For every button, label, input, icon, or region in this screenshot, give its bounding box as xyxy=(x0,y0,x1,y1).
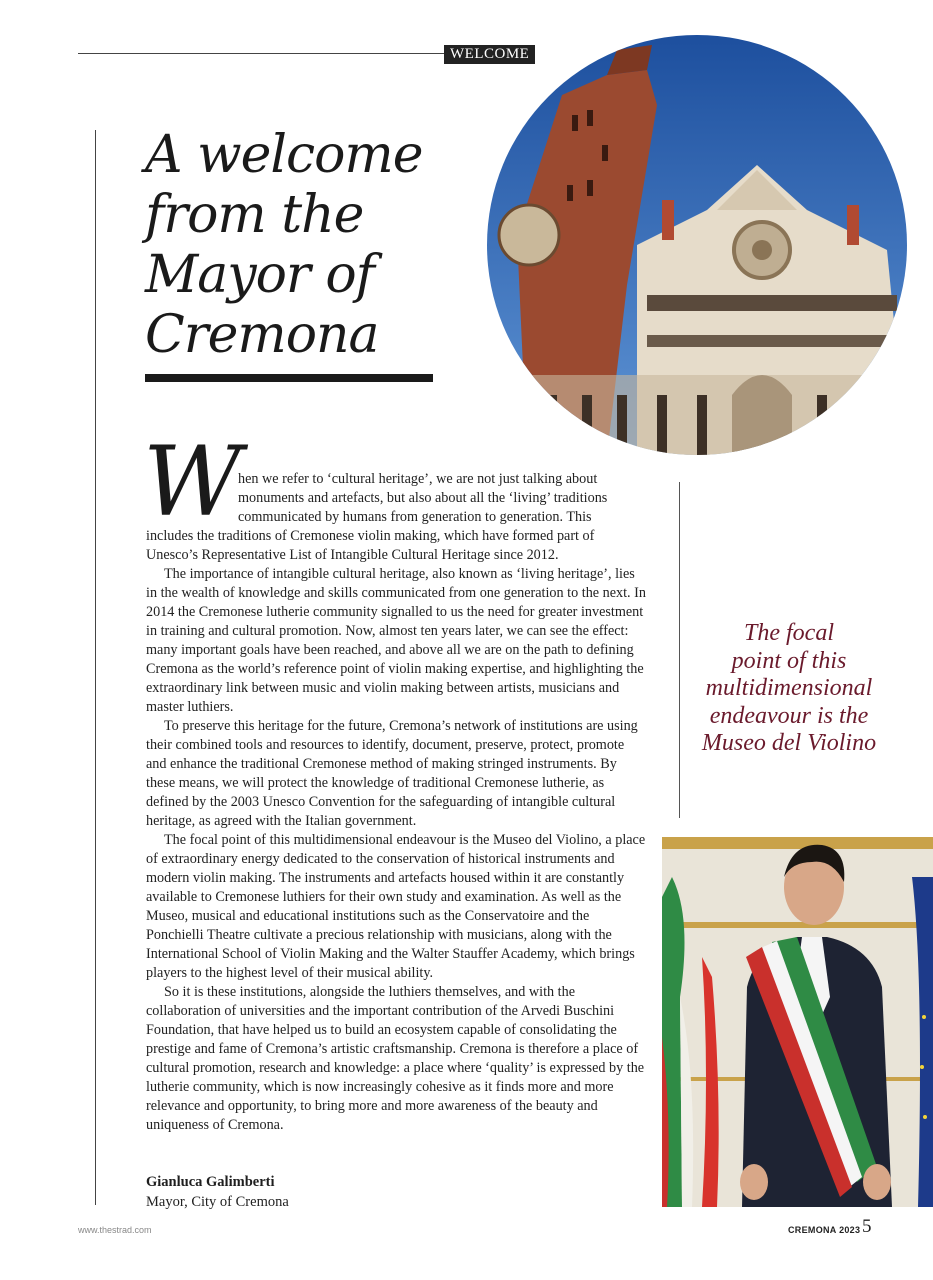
signature-name: Gianluca Galimberti xyxy=(146,1174,275,1190)
paragraph: The focal point of this multidimensional endeavour is the Museo del Violino, a place of extraordinary energy dedicated to the conservation of historical instruments and modern violin making. The instruments and artefacts housed within it are constantly available to Cremonese luthiers for their own study and examination. As well as the Museo, musical and educational institutions such as the Conservatoire and the Ponchielli Theatre cultivate a precious relationship with musicians, along with the International School of Violin Making and the Walter Stauffer Academy, which brings players to the highest level of their musical ability. xyxy=(146,832,646,981)
section-label: WELCOME xyxy=(444,45,535,64)
pull-quote-line: multidimensional xyxy=(705,675,873,701)
paragraph: To preserve this heritage for the future, Cremona’s network of institutions are using their combined tools and resources to identify, document, preserve, protect, promote and enhance the traditional Cremonese method of making stringed instruments. By these means, we will protect the knowledge of traditional Cremonese lutherie, as defined by the 2003 Unesco Convention for the safeguarding of intangible cultural heritage, as agreed with the Italian government. xyxy=(146,718,638,829)
title-underline-bar xyxy=(145,374,433,382)
drop-cap: W xyxy=(143,426,242,538)
first-line: communicated by humans from generation to generation. This xyxy=(238,509,592,525)
pull-quote-line: point of this xyxy=(731,647,847,674)
pull-quote-rule xyxy=(679,482,680,818)
pull-quote xyxy=(690,620,888,758)
paragraph: So it is these institutions, alongside the luthiers themselves, and with the collaboration of universities and the important contribution of the Arvedi Buschini Foundation, that have helped us to build an ecosystem capable of consolidating the prestige and fame of Cremona’s artistic craftsmanship. Cremona is therefore a place of cultural promotion, research and knowledge: a place where ‘quality’ is expressed by the lutherie community, which is now increasingly cohesive as it finds more and more relevance and opportunity, to bring more and more awareness of the beauty and uniqueness of Cremona. xyxy=(146,984,645,1133)
article-title xyxy=(145,125,475,365)
title-line: Cremona xyxy=(145,305,379,365)
mayor-photo xyxy=(662,837,933,1207)
first-line: monuments and artefacts, but also about all the ‘living’ traditions xyxy=(238,490,608,506)
title-line: Mayor of xyxy=(145,245,374,305)
left-column-rule xyxy=(95,130,96,1205)
signature-role: Mayor, City of Cremona xyxy=(146,1194,289,1210)
pull-quote-line: endeavour is the xyxy=(709,702,869,729)
signature xyxy=(146,1172,289,1212)
footer-magazine: CREMONA 2023 xyxy=(788,1225,861,1235)
first-line: hen we refer to ‘cultural heritage’, we are not just talking about xyxy=(238,471,598,487)
title-line: A welcome xyxy=(145,125,423,185)
pull-quote-line: Museo del Violino xyxy=(701,730,877,756)
cathedral-photo xyxy=(487,35,907,455)
page-number: 5 xyxy=(862,1216,872,1237)
article-body xyxy=(146,470,646,1135)
footer-url: www.thestrad.com xyxy=(78,1225,152,1235)
header-rule xyxy=(78,53,448,54)
paragraph: The importance of intangible cultural heritage, also known as ‘living heritage’, lies in the wealth of knowledge and skills communicated from one generation to the next. In 2014 the Cremonese lutherie community signalled to us the need for greater investment in training and cultural promotion. Now, almost ten years later, we can see the effect: many important goals have been reached, and above all we are on the path to defining Cremona as the world’s reference point of violin making expertise, and highlighting the extraordinary link between music and violin making between artists, musicians and master luthiers. xyxy=(146,566,646,715)
title-line: from the xyxy=(145,185,364,245)
paragraph: includes the traditions of Cremonese violin making, which have formed part of Unesco’s Representative List of Intangible Cultural Heritage since 2012. xyxy=(146,528,595,563)
pull-quote-line: The focal xyxy=(744,620,834,646)
